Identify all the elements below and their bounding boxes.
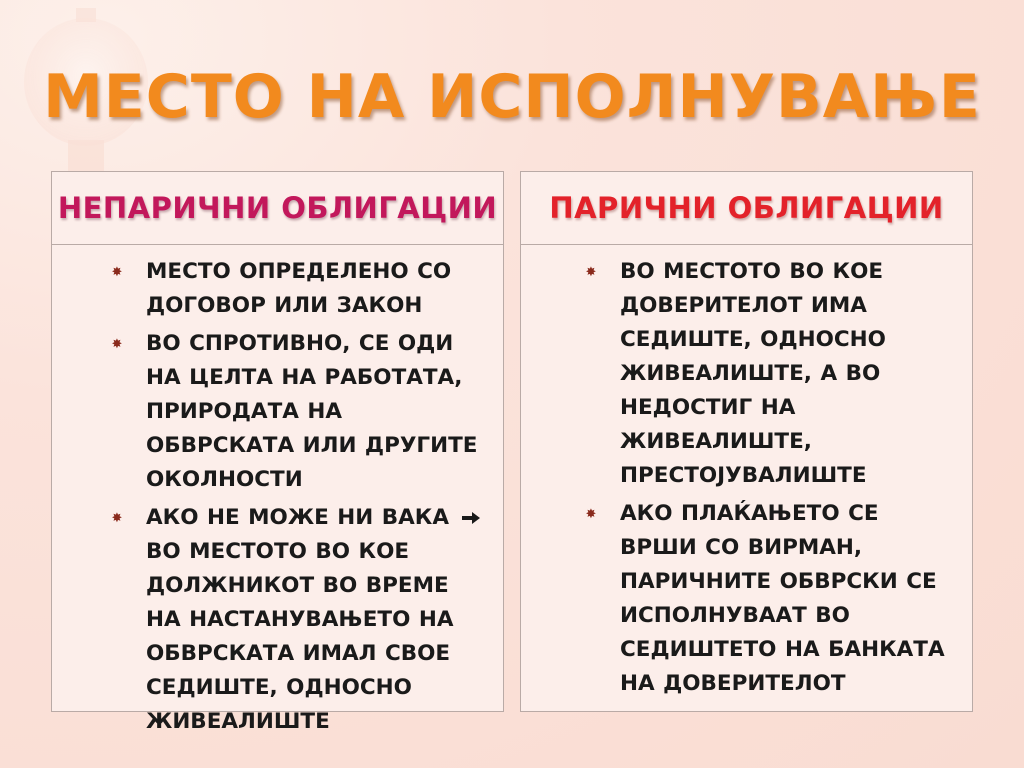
list-item-text: ВО МЕСТОТО ВО КОЕ ДОЛЖНИКОТ ВО ВРЕМЕ НА НАСТАНУВАЊЕТО НА ОБВРСКАТА ИМАЛ СВОЕ СЕДИШТЕ, ОДНОСНО ЖИВЕАЛИШТЕ: [146, 539, 454, 734]
right-arrow-icon: [460, 510, 482, 526]
list-item: [52, 255, 489, 323]
list-item-text: ВО СПРОТИВНО, СЕ ОДИ НА ЦЕЛТА НА РАБОТАТА, ПРИРОДАТА НА ОБВРСКАТА ИЛИ ДРУГИТЕ ОКОЛНОСТИ: [146, 331, 478, 492]
star-bullet-icon: ✸: [111, 511, 123, 526]
star-bullet-icon: ✸: [111, 265, 123, 280]
monetary-obligations-panel: [520, 171, 973, 712]
panel-heading: [52, 172, 503, 245]
monetary-heading: ПАРИЧНИ ОБЛИГАЦИИ: [549, 191, 944, 225]
list-item-text: АКО НЕ МОЖЕ НИ ВАКА: [146, 505, 450, 530]
bullet-list: [52, 245, 503, 739]
list-item: [521, 255, 958, 493]
non-monetary-heading: НЕПАРИЧНИ ОБЛИГАЦИИ: [57, 191, 498, 225]
star-bullet-icon: ✸: [111, 337, 123, 352]
non-monetary-obligations-panel: [51, 171, 504, 734]
star-bullet-icon: ✸: [585, 507, 597, 522]
list-item-text: МЕСТО ОПРЕДЕЛЕНО СО ДОГОВОР ИЛИ ЗАКОН: [146, 259, 452, 318]
list-item: [52, 501, 489, 739]
bullet-list: [521, 245, 972, 701]
list-item: [521, 497, 958, 701]
list-item-text: ВО МЕСТОТО ВО КОЕ ДОВЕРИТЕЛОТ ИМА СЕДИШТЕ, ОДНОСНО ЖИВЕАЛИШТЕ, А ВО НЕДОСТИГ НА ЖИВЕАЛИШТЕ, ПРЕСТОЈУВАЛИШТЕ: [620, 259, 886, 488]
list-item: [52, 327, 489, 497]
panel-heading: [521, 172, 972, 245]
slide-title: МЕСТО НА ИСПОЛНУВАЊЕ: [43, 62, 981, 132]
list-item-text: АКО ПЛАЌАЊЕТО СЕ ВРШИ СО ВИРМАН, ПАРИЧНИТЕ ОБВРСКИ СЕ ИСПОЛНУВААТ ВО СЕДИШТЕТО НА БАНКАТА НА ДОВЕРИТЕЛОТ: [620, 501, 945, 696]
star-bullet-icon: ✸: [585, 265, 597, 280]
list-item-text-group: [146, 501, 489, 739]
